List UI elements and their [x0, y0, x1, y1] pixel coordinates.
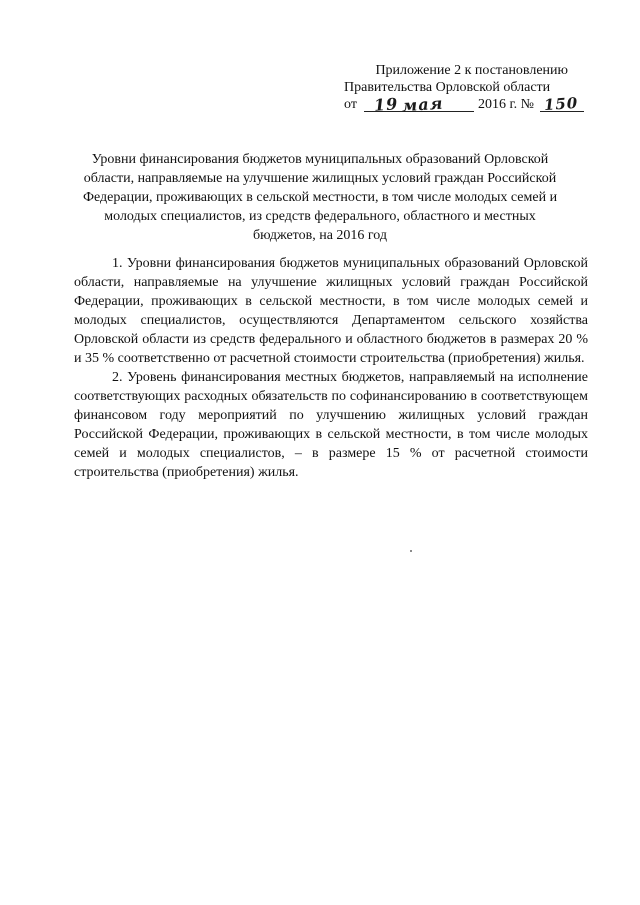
paragraph-1: 1. Уровни финансирования бюджетов муниципальных образований Орловской области, направляемые на улучшение жилищных условий граждан Российской Федерации, проживающих в сельской местности, в том числе молодых семей и молодых специалистов, осуществляются Департаментом сельского хозяйства Орловской области из средств федерального и областного бюджетов в размерах 20 % и 35 % соответственно от расчетной стоимости строительства (приобретения) жилья. [74, 256, 588, 366]
appendix-title: Приложение 2 к постановлению [375, 63, 568, 78]
handwritten-number: 150 [543, 93, 579, 115]
appendix-date-line [344, 93, 584, 116]
appendix-header [344, 62, 584, 116]
handwritten-day: 19 [373, 94, 399, 115]
document-title: Уровни финансирования бюджетов муниципальных образований Орловской области, направляемые на улучшение жилищных условий граждан Российской Федерации, проживающих в сельской местности, в том числе молодых семей и молодых специалистов, из средств федерального, областного и местных бюджетов, на 2016 год [82, 152, 558, 243]
scan-speck [410, 550, 412, 552]
date-prefix: от [344, 97, 357, 112]
year-and-number-label: 2016 г. № [478, 97, 535, 112]
document-body [74, 254, 588, 482]
handwritten-month: мая [401, 93, 444, 116]
appendix-issuer: Правительства Орловской области [344, 80, 551, 95]
paragraph-2: 2. Уровень финансирования местных бюджетов, направляемый на исполнение соответствующих расходных обязательств по софинансированию в соответствующем финансовом году мероприятий по улучшению жилищных условий граждан Российской Федерации, проживающих в сельской местности, в том числе молодых семей и молодых специалистов, – в размере 15 % от расчетной стоимости строительства (приобретения) жилья. [74, 370, 588, 480]
